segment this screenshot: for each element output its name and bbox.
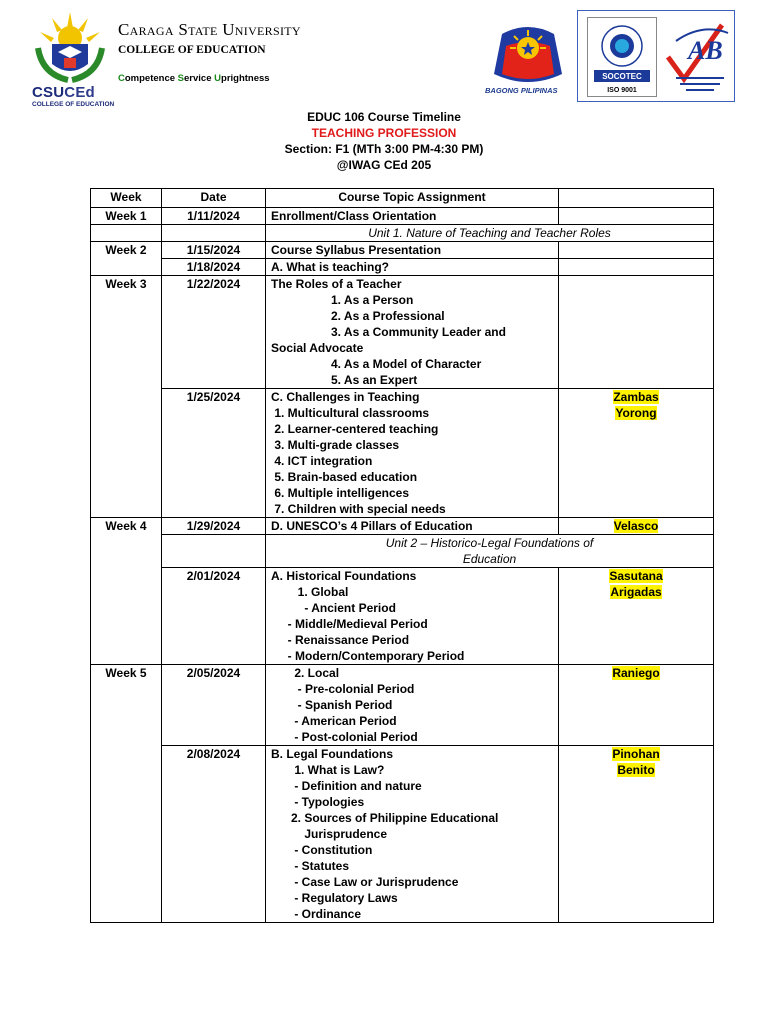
bagong-pilipinas-label: BAGONG PILIPINAS xyxy=(485,86,558,95)
college-name: COLLEGE OF EDUCATION xyxy=(118,44,266,56)
pab-text: AB xyxy=(688,36,723,65)
week-cell: Week 4 xyxy=(91,518,162,665)
topic-cell xyxy=(266,665,559,746)
date-cell xyxy=(162,225,266,242)
assignment-cell xyxy=(559,665,714,746)
date-cell: 2/01/2024 xyxy=(162,568,266,665)
topic-line: C. Challenges in Teaching xyxy=(271,390,420,404)
assignee-name: Velasco xyxy=(613,519,659,533)
topic-line: - Typologies xyxy=(271,795,365,809)
assignment-cell xyxy=(559,259,714,276)
bagong-pilipinas-logo xyxy=(482,16,574,100)
assignment-cell xyxy=(559,518,714,535)
assignment-cell xyxy=(559,568,714,665)
topic-line: D. UNESCO’s 4 Pillars of Education xyxy=(271,519,473,533)
topic-line: - Case Law or Jurisprudence xyxy=(271,875,459,889)
motto-initial: S xyxy=(177,73,185,84)
topic-cell xyxy=(266,389,559,518)
date-cell: 1/25/2024 xyxy=(162,389,266,518)
table-row xyxy=(91,242,714,259)
topic-cell xyxy=(266,242,559,259)
topic-line: A. Historical Foundations xyxy=(271,569,417,583)
course-room: @IWAG CEd 205 xyxy=(336,158,432,172)
topic-line: 2. Local xyxy=(271,666,340,680)
date-cell xyxy=(162,535,266,568)
assignment-cell xyxy=(559,276,714,389)
topic-line: 3. Multi-grade classes xyxy=(271,438,400,452)
table-row xyxy=(91,276,714,389)
motto xyxy=(118,73,270,84)
pab-badge xyxy=(662,17,732,97)
topic-line: The Roles of a Teacher xyxy=(271,277,402,291)
unit-row xyxy=(91,535,714,568)
topic-line: - Definition and nature xyxy=(271,779,422,793)
assignment-cell xyxy=(559,242,714,259)
unit-heading-line: Education xyxy=(462,552,517,566)
pab-icon xyxy=(662,17,732,97)
topic-line: - Regulatory Laws xyxy=(271,891,398,905)
topic-line: 4. As a Model of Character xyxy=(271,357,482,371)
topic-line: 3. As a Community Leader and xyxy=(271,325,506,339)
topic-line: 1. Multicultural classrooms xyxy=(271,406,430,420)
assignee-name: Arigadas xyxy=(610,585,662,599)
assignee-name: Benito xyxy=(617,763,655,777)
topic-line: 5. As an Expert xyxy=(271,373,418,387)
csu-ced-wordmark: CSUCEd xyxy=(32,84,95,101)
topic-line: 7. Children with special needs xyxy=(271,502,446,516)
topic-line: 2. As a Professional xyxy=(271,309,445,323)
topic-line: - Middle/Medieval Period xyxy=(271,617,428,631)
topic-cell xyxy=(266,208,559,225)
university-name: Caraga State University xyxy=(118,20,301,39)
assignee-name: Pinohan xyxy=(612,747,660,761)
date-cell: 1/22/2024 xyxy=(162,276,266,389)
socotec-icon xyxy=(588,18,656,96)
topic-line: 6. Multiple intelligences xyxy=(271,486,410,500)
topic-line: A. What is teaching? xyxy=(271,260,390,274)
date-cell: 2/08/2024 xyxy=(162,746,266,923)
topic-cell xyxy=(266,746,559,923)
table-row xyxy=(91,259,714,276)
assignee-name: Yorong xyxy=(615,406,657,420)
csu-ced-subtext: COLLEGE OF EDUCATION xyxy=(32,101,115,108)
date-cell: 1/15/2024 xyxy=(162,242,266,259)
assignee-name: Zambas xyxy=(613,390,659,404)
course-timeline-table xyxy=(90,188,714,923)
table-row xyxy=(91,746,714,923)
assignment-cell xyxy=(559,389,714,518)
topic-line: - Spanish Period xyxy=(271,698,393,712)
week-cell xyxy=(91,225,162,242)
table-row xyxy=(91,208,714,225)
topic-line: Course Syllabus Presentation xyxy=(271,243,442,257)
topic-line: 2. Learner-centered teaching xyxy=(271,422,439,436)
topic-line: - Statutes xyxy=(271,859,350,873)
unit-heading-line: Unit 2 – Historico-Legal Foundations of xyxy=(385,536,594,550)
date-cell: 1/18/2024 xyxy=(162,259,266,276)
socotec-iso-text: ISO 9001 xyxy=(607,87,637,94)
week-cell: Week 3 xyxy=(91,276,162,518)
topic-line: - Modern/Contemporary Period xyxy=(271,649,465,663)
date-cell: 1/29/2024 xyxy=(162,518,266,535)
assignee-name: Raniego xyxy=(612,666,660,680)
topic-line: 1. As a Person xyxy=(271,293,414,307)
assignment-cell xyxy=(559,208,714,225)
topic-line: Jurisprudence xyxy=(271,827,388,841)
assignment-cell xyxy=(559,746,714,923)
table-row xyxy=(91,568,714,665)
table-row xyxy=(91,665,714,746)
topic-line: 1. What is Law? xyxy=(271,763,385,777)
topic-line: B. Legal Foundations xyxy=(271,747,393,761)
table-body xyxy=(91,208,714,923)
column-header-topic: Course Topic Assignment xyxy=(266,189,559,208)
table-row xyxy=(91,518,714,535)
motto-initial: U xyxy=(214,73,222,84)
table-header-row xyxy=(91,189,714,208)
week-cell: Week 1 xyxy=(91,208,162,225)
date-cell: 1/11/2024 xyxy=(162,208,266,225)
unit-heading xyxy=(266,225,714,242)
topic-line: 5. Brain-based education xyxy=(271,470,418,484)
unit-heading-line: Unit 1. Nature of Teaching and Teacher Roles xyxy=(368,226,611,240)
column-header-date: Date xyxy=(162,189,266,208)
table-row xyxy=(91,389,714,518)
topic-cell xyxy=(266,259,559,276)
column-header-assignment xyxy=(559,189,714,208)
column-header-week: Week xyxy=(91,189,162,208)
assignee-name: Sasutana xyxy=(609,569,663,583)
topic-line: Social Advocate xyxy=(271,341,364,355)
socotec-badge xyxy=(587,17,657,97)
socotec-text: SOCOTEC xyxy=(602,72,642,81)
date-cell: 2/05/2024 xyxy=(162,665,266,746)
csu-seal-icon xyxy=(30,8,110,88)
unit-heading xyxy=(266,535,714,568)
topic-line: - American Period xyxy=(271,714,397,728)
motto-word: prightness xyxy=(221,73,270,84)
topic-cell xyxy=(266,276,559,389)
motto-initial: C xyxy=(118,73,125,84)
topic-cell xyxy=(266,518,559,535)
topic-line: 4. ICT integration xyxy=(271,454,373,468)
topic-line: 2. Sources of Philippine Educational xyxy=(271,811,499,825)
week-cell: Week 2 xyxy=(91,242,162,276)
topic-line: - Constitution xyxy=(271,843,373,857)
motto-word: ervice xyxy=(184,73,215,84)
topic-line: - Ancient Period xyxy=(271,601,396,615)
course-code-line: EDUC 106 Course Timeline xyxy=(307,110,461,124)
bagong-pilipinas-icon xyxy=(482,16,574,88)
topic-cell xyxy=(266,568,559,665)
week-cell: Week 5 xyxy=(91,665,162,923)
certification-badges xyxy=(577,10,735,102)
course-title: TEACHING PROFESSION xyxy=(311,126,457,140)
unit-row xyxy=(91,225,714,242)
topic-line: - Pre-colonial Period xyxy=(271,682,415,696)
csu-ced-logo xyxy=(30,8,115,108)
course-section: Section: F1 (MTh 3:00 PM-4:30 PM) xyxy=(284,142,484,156)
motto-word: ompetence xyxy=(124,73,178,84)
topic-line: Enrollment/Class Orientation xyxy=(271,209,437,223)
topic-line: - Ordinance xyxy=(271,907,362,921)
topic-line: 1. Global xyxy=(271,585,349,599)
topic-line: - Renaissance Period xyxy=(271,633,410,647)
topic-line: - Post-colonial Period xyxy=(271,730,418,744)
